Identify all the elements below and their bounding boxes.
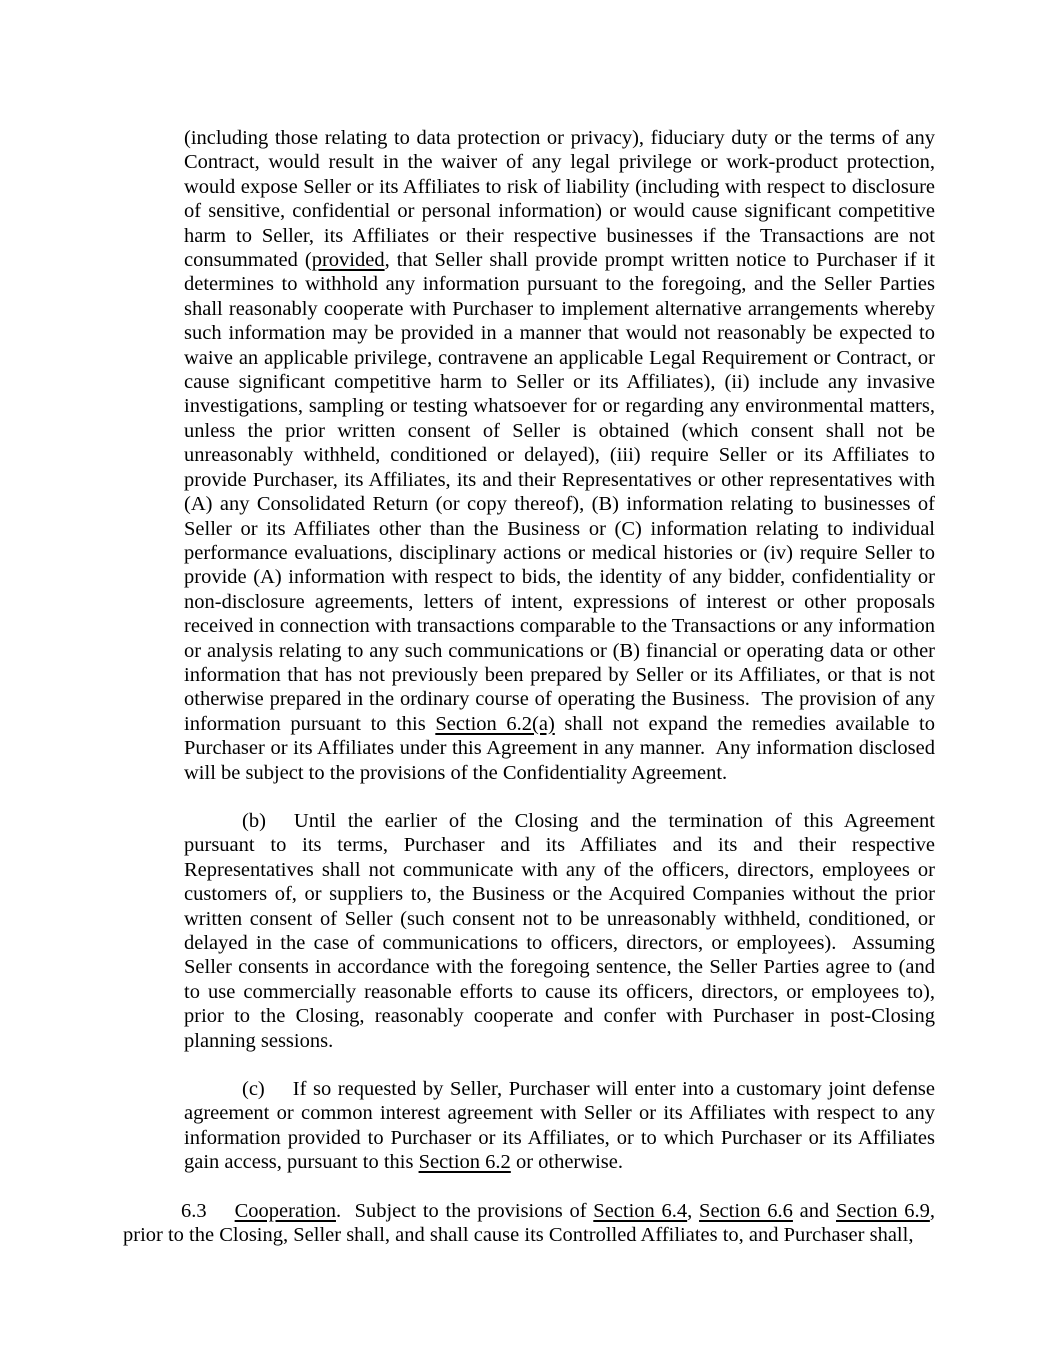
text-run: Until the earlier of the Closing and the termination of this Agreement pursuant to its terms, Purchaser and its Affiliates and its and their respective Representatives shall not communicate with any of the officers, directors, employees or customers of, or suppliers to, the Business or the Acquired Companies without the prior written consent of Seller (such consent not to be unreasonably withheld, conditioned, or delayed in the case of communications to officers, directors, or employees). Assuming Seller consents in accordance with the foregoing sentence, the Seller Parties agree to (and to use commercially reasonable efforts to cause its officers, directors, or employees to), prior to the Closing, reasonably cooperate and confer with Purchaser in post-Closing planning sessions. — [184, 809, 935, 1052]
clause-letter-b: (b) — [242, 809, 266, 832]
section-6-2-reference: Section 6.2 — [418, 1151, 511, 1174]
section-6-3-heading: Cooperation — [234, 1199, 336, 1222]
section-6-2-a-reference: Section 6.2(a) — [435, 712, 555, 735]
text-run: , prior to the Closing, Seller shall, and shall cause its Controlled Affiliates to, and Purchaser shall, — [123, 1199, 936, 1247]
text-run: , — [687, 1199, 700, 1222]
text-run: , that Seller shall provide prompt written notice to Purchaser if it determines to withhold any information pursuant to the foregoing, and the Seller Parties shall reasonably cooperate with Purchaser to implement alternative arrangements whereby such information may be provided in a manner that would not reasonably be expected to waive an applicable privilege, contravene an applicable Legal Requirement or Contract, or cause significant competitive harm to Seller or its Affiliates), (ii) include any invasive investigations, sampling or testing whatsoever for or regarding any environmental matters, unless the prior written consent of Seller is obtained (which consent shall not be unreasonably withheld, conditioned or delayed), (iii) require Seller or its Affiliates to provide Purchaser, its Affiliates, its and their Representatives or other representatives with (A) any Consolidated Return (or copy thereof), (B) information relating to businesses of Seller or its Affiliates other than the Business or (C) information relating to individual performance evaluations, disciplinary actions or medical histories or (iv) require Seller to provide (A) information with respect to bids, the identity of any bidder, confidentiality or non-disclosure agreements, letters of intent, expressions of interest or other proposals received in connection with transactions comparable to the Transactions or any information or analysis relating to any such communications or (B) financial or operating data or other information that has not previously been prepared by Seller or its Affiliates, or that is not otherwise prepared in the ordinary course of operating the Business. The provision of any information pursuant to this — [184, 249, 935, 735]
paragraph-section-6-2-a-continuation — [184, 126, 935, 785]
paragraph-section-6-2-c — [184, 1077, 935, 1175]
section-6-4-reference: Section 6.4 — [593, 1199, 688, 1222]
defined-term-provided: provided — [311, 249, 385, 272]
text-run: or otherwise. — [510, 1151, 623, 1174]
document-text-body — [123, 126, 935, 1247]
section-6-6-reference: Section 6.6 — [699, 1199, 793, 1222]
clause-letter-c: (c) — [242, 1078, 265, 1101]
text-run: and — [792, 1199, 837, 1222]
paragraph-section-6-2-b — [184, 809, 935, 1053]
section-number-6-3: 6.3 — [181, 1199, 207, 1222]
section-6-9-reference: Section 6.9 — [836, 1199, 930, 1222]
text-run: If so requested by Seller, Purchaser will enter into a customary joint defense agreement or common interest agreement with Seller or its Affiliates with respect to any information provided to Purchaser or its Affiliates, or to which Purchaser or its Affiliates gain access, pursuant to this — [184, 1078, 935, 1174]
text-run: . Subject to the provisions of — [335, 1199, 594, 1222]
text-run: shall not expand the remedies available to Purchaser or its Affiliates under this Agreement in any manner. Any information disclosed will be subject to the provisions of the Confidentiality Agreement. — [184, 712, 935, 784]
paragraph-section-6-3 — [123, 1199, 935, 1248]
text-run: (including those relating to data protection or privacy), fiduciary duty or the terms of any Contract, would result in the waiver of any legal privilege or work-product protection, would expose Seller or its Affiliates to risk of liability (including with respect to disclosure of sensitive, confidential or personal information) or would cause significant competitive harm to Seller, its Affiliates or their respective businesses if the Transactions are not consummated ( — [184, 127, 935, 272]
